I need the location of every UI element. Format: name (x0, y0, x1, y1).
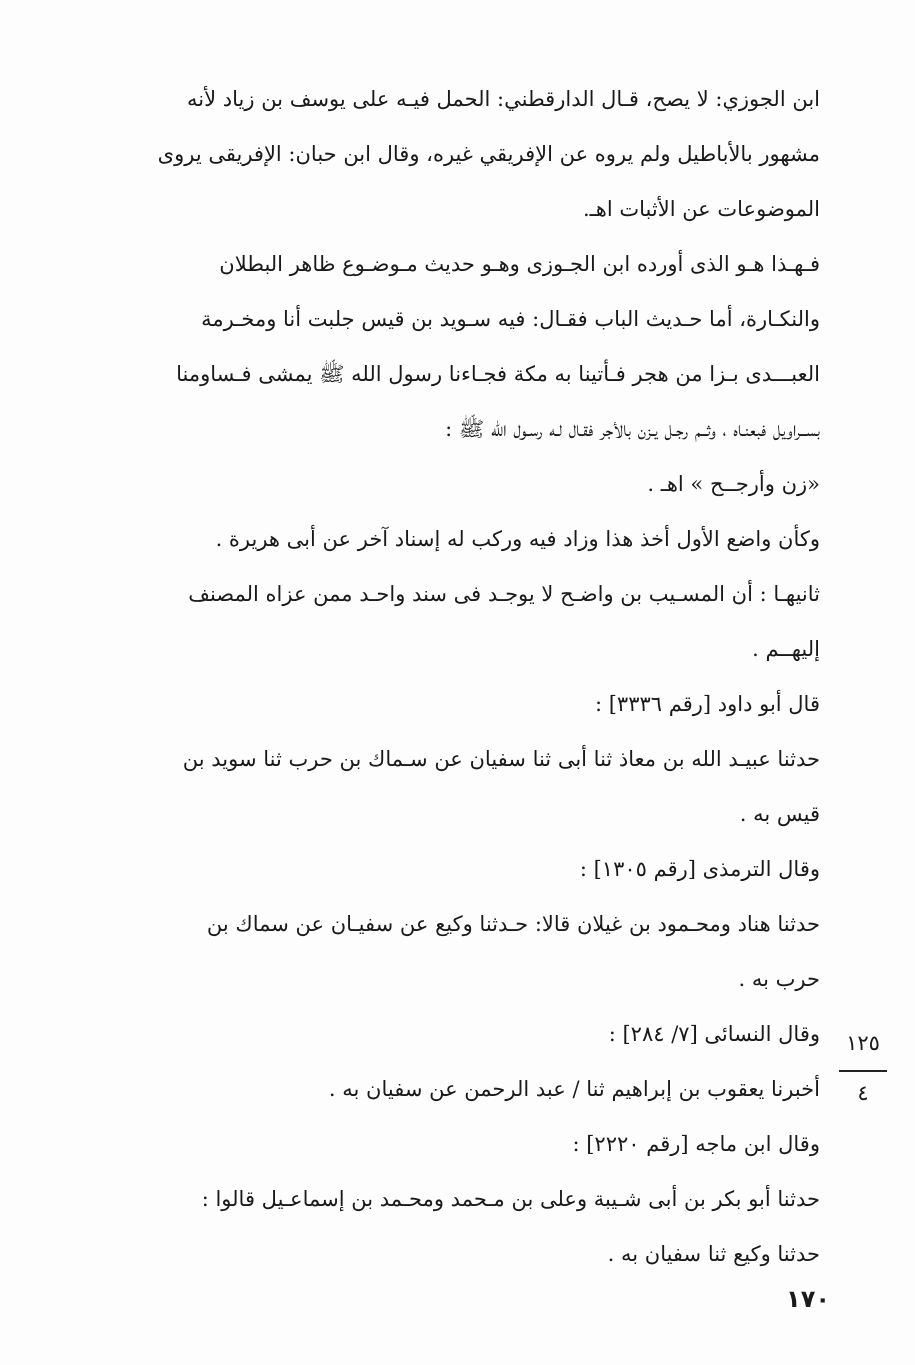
margin-divider (839, 1070, 887, 1072)
text-line: حرب به . (738, 967, 820, 991)
text-line: حدثنا هناد ومحـمود بن غيلان قالا: حـدثنا وكيع عن سفيـان عن سماك بن (206, 912, 820, 936)
text-line: بســراويل فبعنـاه ، وثــم رجـل يـزن بالأجر فقـال لـه رسـول الله ﷺ : (445, 417, 820, 441)
margin-reference-bottom: ٤ (857, 1081, 869, 1105)
text-line: مشهور بالأباطيل ولم يروه عن الإفريقي غيره، وقال ابن حبان: الإفريقى يروى (157, 142, 820, 166)
body-text (100, 72, 820, 1282)
text-line: العبـــدى بـزا من هجر فـأتينا به مكة فجـاءنا رسول الله ﷺ يمشى فـساومنا (176, 362, 820, 386)
margin-reference-top: ١٢٥ (846, 1031, 880, 1055)
text-line: حدثنا وكيع ثنا سفيان به . (607, 1242, 820, 1266)
text-line: وكأن واضع الأول أخذ هذا وزاد فيه وركب له إسناد آخر عن أبى هريرة . (215, 527, 820, 551)
margin-page-reference (838, 1028, 888, 1108)
text-line: قال أبو داود [رقم ٣٣٣٦] : (594, 692, 820, 716)
text-line: أخبرنا يعقوب بن إبراهيم ثنا / عبد الرحمن عن سفيان به . (328, 1077, 820, 1101)
text-line: حدثنا عبيـد الله بن معاذ ثنا أبى ثنا سفيان عن سـماك بن حرب ثنا سويد بن (182, 747, 820, 771)
text-line: وقال الترمذى [رقم ١٣٠٥] : (579, 857, 820, 881)
text-line: «زن وأرجــح » اهـ . (647, 472, 820, 496)
text-line: وقال ابن ماجه [رقم ٢٢٢٠] : (572, 1132, 820, 1156)
text-line: إليهــم . (752, 637, 820, 661)
text-line: حدثنا أبو بكر بن أبى شـيبة وعلى بن مـحمد ومحـمد بن إسماعـيل قالوا : (201, 1187, 820, 1211)
text-line: قيس به . (739, 802, 820, 826)
text-line: ثانيهـا : أن المسـيب بن واضـح لا يوجـد فى سند واحـد ممن عزاه المصنف (188, 582, 820, 606)
text-line: والنكـارة، أما حـديث الباب فقـال: فيه سـويد بن قيس جلبت أنا ومخـرمة (201, 307, 820, 331)
page-number: ١٧٠ (786, 1285, 830, 1313)
text-line: وقال النسائى [٧/ ٢٨٤] : (608, 1022, 820, 1046)
text-line: ابن الجوزي: لا يصح، قـال الدارقطني: الحمل فيـه على يوسف بن زياد لأنه (187, 87, 820, 111)
text-line: فـهـذا هـو الذى أورده ابن الجـوزى وهـو حديث مـوضـوع ظاهر البطلان (219, 252, 820, 276)
text-line: الموضوعات عن الأثبات اهـ. (582, 197, 820, 221)
